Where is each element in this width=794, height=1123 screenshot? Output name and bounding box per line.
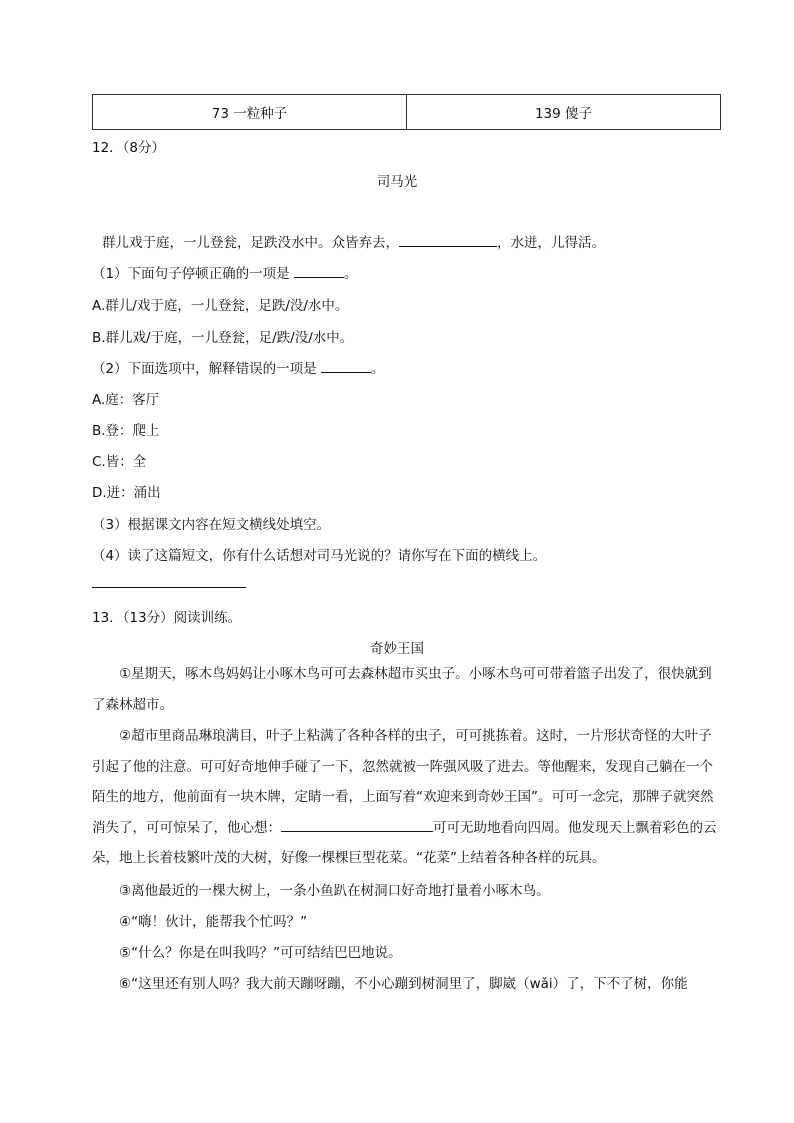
answer-blank[interactable] [321,358,371,373]
fill-blank[interactable] [281,817,433,832]
paragraph-text: 可可无助地看向四周。他发现天上飘着彩色的云朵，地上长着枝繁叶茂的大树，好像一棵棵巨型花菜。“花菜”上结着各种各样的玩具。 [92,819,717,866]
punct: 。 [370,361,385,377]
sub-question: （4）读了这篇短文，你有什么话想对司马光说的？请你写在下面的横线上。 [92,548,547,564]
sub-question: （1）下面句子停顿正确的一项是 [92,266,290,282]
fill-blank[interactable] [399,232,497,247]
passage-text: 群儿戏于庭，一儿登瓮，足跌没水中。众皆弃去， [102,235,399,251]
paragraph: ⑥“这里还有别人吗？我大前天蹦呀蹦，不小心蹦到树洞里了，脚崴（wǎi）了，下不了树，你能 [119,976,688,992]
paragraph: ③离他最近的一棵大树上，一条小鱼趴在树洞口好奇地打量着小啄木鸟。 [119,883,550,899]
sub-question: （2）下面选项中，解释错误的一项是 [92,361,317,377]
question-12-header: 12．（8分） [92,140,166,156]
option: B.群儿戏/于庭，一儿登瓮，足/跌/没/水中。 [92,330,354,346]
q12-title: 司马光 [376,174,418,190]
passage-text: ，水迸，儿得活。 [497,235,605,251]
paragraph [92,721,722,874]
option: C.皆：全 [92,454,147,470]
sub-question: （3）根据课文内容在短文横线处填空。 [92,517,331,533]
book-table [92,94,721,130]
table-cell: 73 一粒种子 [93,95,407,130]
q12-sub2 [92,357,384,377]
question-13-header: 13．（13分）阅读训练。 [92,610,242,626]
paragraph: ①星期天，啄木鸟妈妈让小啄木鸟可可去森林超市买虫子。小啄木鸟可可带着篮子出发了，很快就到了森林超市。 [92,666,712,713]
option: B.登：爬上 [92,423,160,439]
punct: 。 [343,266,358,282]
answer-line[interactable] [92,587,246,588]
table-cell: 139 傻子 [407,95,721,130]
q12-passage [102,231,605,251]
paragraph: ④“嗨！伙计，能帮我个忙吗？” [119,914,308,930]
paragraph-text: ②超市里商品琳琅满目，叶子上粘满了各种各样的虫子，可可挑拣着。这时，一片形状奇怪的大叶子引起了他的注意。可可好奇地伸手碰了一下，忽然就被一阵强风吸了进去。等他醒来，发现自己躺在一个陌生的地方，他前面有一块木牌，定睛一看，上面写着“欢迎来到奇妙王国”。可可一念完，那牌子就突然消失了，可可惊呆了，他心想： [92,728,714,836]
option: A.群儿/戏于庭，一儿登瓮，足跌/没/水中。 [92,298,349,314]
option: A.庭：客厅 [92,392,160,408]
q13-title: 奇妙王国 [370,641,424,657]
q12-sub1 [92,262,357,282]
paragraph: ⑤“什么？你是在叫我吗？”可可结结巴巴地说。 [119,945,402,961]
option: D.迸：涌出 [92,485,161,501]
answer-blank[interactable] [294,263,344,278]
